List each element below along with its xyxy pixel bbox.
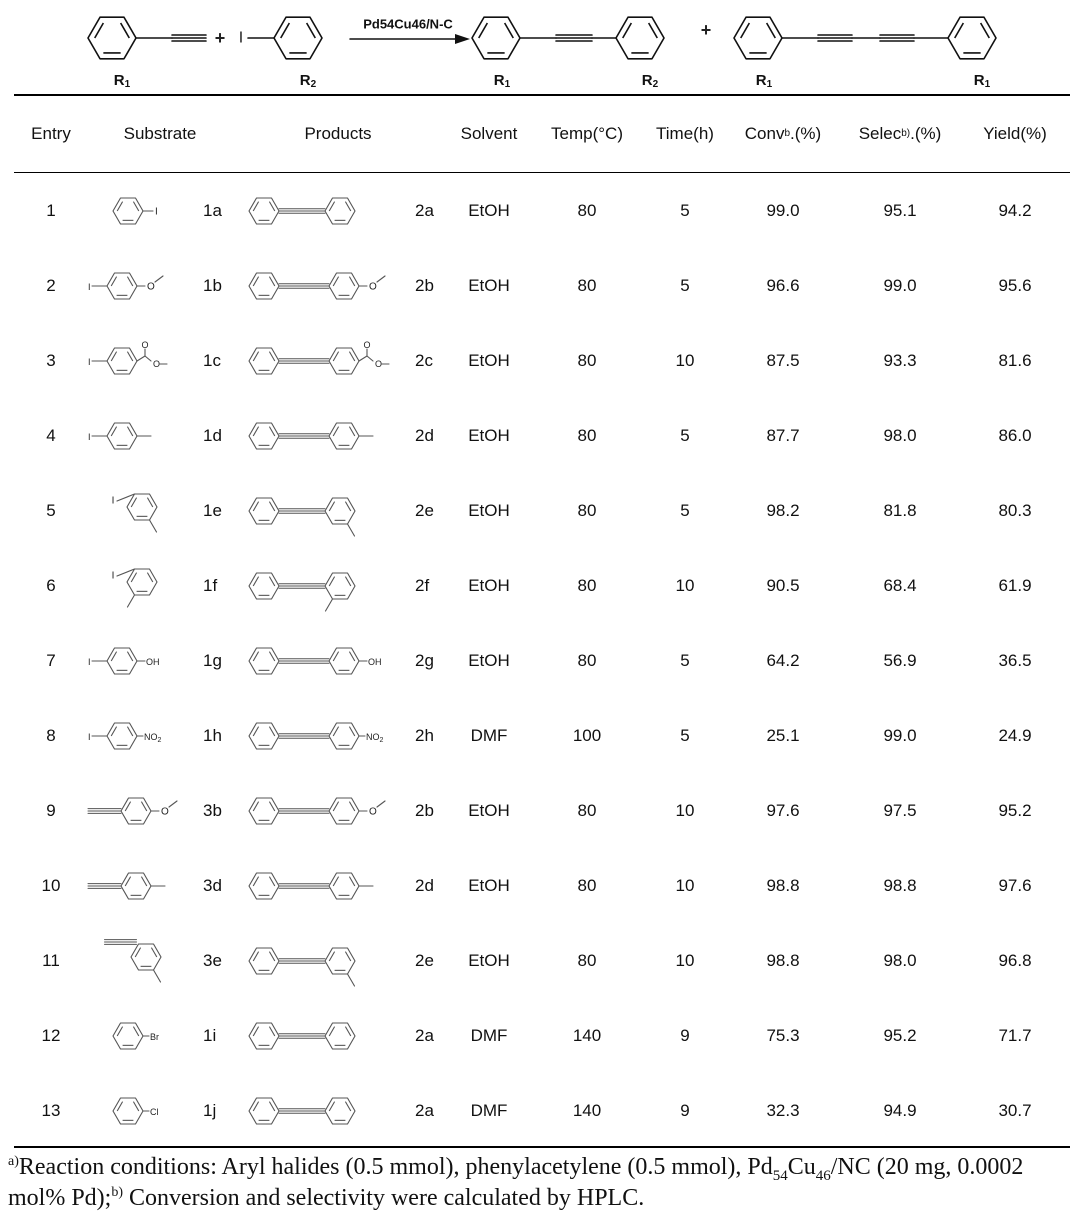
cell-solvent: EtOH bbox=[468, 350, 510, 370]
table-row bbox=[0, 173, 1080, 248]
product-label: 2d bbox=[415, 425, 434, 445]
product-molecule bbox=[244, 856, 404, 916]
product-molecule bbox=[244, 181, 404, 241]
product-label: 2h bbox=[415, 725, 434, 745]
substrate-label: 1j bbox=[203, 1100, 217, 1120]
substrate-molecule bbox=[84, 556, 194, 616]
cell-conversion: 87.7 bbox=[766, 425, 800, 445]
substrate-molecule bbox=[84, 931, 194, 991]
cell-yield: 95.6 bbox=[998, 275, 1032, 295]
cell-entry: 7 bbox=[46, 650, 56, 670]
iodo-label: I bbox=[88, 431, 91, 442]
cell-selectivity: 68.4 bbox=[883, 575, 917, 595]
bromo-label: Br bbox=[150, 1031, 159, 1042]
header-conv-unit: .(%) bbox=[790, 124, 822, 143]
cell-time: 5 bbox=[680, 500, 690, 520]
scheme-plus-1: + bbox=[214, 28, 226, 48]
nitro-label: $NO_2$ bbox=[366, 731, 384, 743]
cell-entry: 6 bbox=[46, 575, 56, 595]
substrate-label: 1i bbox=[203, 1025, 217, 1045]
cell-temp: 80 bbox=[577, 875, 597, 895]
cell-temp: 80 bbox=[577, 200, 597, 220]
cell-time: 9 bbox=[680, 1100, 690, 1120]
cell-time: 5 bbox=[680, 425, 690, 445]
product-molecule bbox=[244, 931, 404, 991]
substrate-structure bbox=[84, 398, 194, 473]
footnote-cu: Cu bbox=[787, 1154, 816, 1180]
cell-selectivity: 56.9 bbox=[883, 650, 917, 670]
substrate-structure bbox=[84, 923, 194, 998]
product-structure bbox=[244, 923, 404, 998]
substrate-structure bbox=[84, 698, 194, 773]
product-label: 2c bbox=[415, 350, 433, 370]
scheme-plus-2: + bbox=[700, 20, 712, 40]
cell-conversion: 99.0 bbox=[766, 200, 800, 220]
substrate-structure bbox=[84, 848, 194, 923]
methoxy-oxygen-label: O bbox=[369, 806, 377, 817]
footnote-text-2: /NC (20 mg, 0.0002 mol% Pd); bbox=[8, 1154, 1024, 1211]
product-molecule bbox=[244, 256, 404, 316]
scheme-r2-label: $R_2$ bbox=[299, 71, 317, 90]
product-structure bbox=[244, 623, 404, 698]
product-label: 2f bbox=[415, 575, 430, 595]
cell-conversion: 90.5 bbox=[766, 575, 800, 595]
cell-temp: 100 bbox=[572, 725, 602, 745]
footnote-text-3: Conversion and selectivity were calculated by HPLC. bbox=[123, 1185, 645, 1211]
cell-conversion: 98.8 bbox=[766, 875, 800, 895]
reaction-scheme bbox=[0, 0, 1080, 96]
cell-entry: 8 bbox=[46, 725, 56, 745]
cell-temp: 80 bbox=[577, 500, 597, 520]
cell-yield: 30.7 bbox=[998, 1100, 1032, 1120]
substrate-structure bbox=[84, 473, 194, 548]
cell-temp: 80 bbox=[577, 800, 597, 820]
product-label: 2a bbox=[415, 1025, 434, 1045]
cell-entry: 9 bbox=[46, 800, 56, 820]
substrate-molecule bbox=[84, 256, 194, 316]
cell-entry: 12 bbox=[41, 1025, 61, 1045]
cell-conversion: 75.3 bbox=[766, 1025, 800, 1045]
cell-solvent: EtOH bbox=[468, 875, 510, 895]
cell-solvent: DMF bbox=[470, 1100, 508, 1120]
cell-entry: 3 bbox=[46, 350, 56, 370]
product-molecule bbox=[244, 1006, 404, 1066]
cell-time: 5 bbox=[680, 200, 690, 220]
cell-solvent: EtOH bbox=[468, 950, 510, 970]
substrate-structure bbox=[84, 173, 194, 248]
header-products: Products bbox=[304, 124, 372, 143]
cell-selectivity: 99.0 bbox=[883, 275, 917, 295]
cell-yield: 86.0 bbox=[998, 425, 1032, 445]
product-structure bbox=[244, 473, 404, 548]
substrate-molecule bbox=[84, 781, 194, 841]
product-molecule bbox=[244, 556, 404, 616]
product-molecule bbox=[244, 481, 404, 541]
cell-selectivity: 97.5 bbox=[883, 800, 917, 820]
footnote-mark-a: a) bbox=[8, 1154, 19, 1169]
iodo-label: I bbox=[88, 281, 91, 292]
iodo-label: I bbox=[155, 206, 158, 217]
substrate-label: 1f bbox=[203, 575, 218, 595]
cell-temp: 140 bbox=[572, 1025, 602, 1045]
table-row bbox=[0, 473, 1080, 548]
cell-time: 10 bbox=[675, 800, 695, 820]
methoxy-oxygen-label: O bbox=[369, 281, 377, 292]
product-label: 2a bbox=[415, 200, 434, 220]
cell-temp: 80 bbox=[577, 275, 597, 295]
product-molecule bbox=[244, 781, 404, 841]
product-structure bbox=[244, 698, 404, 773]
product-label: 2g bbox=[415, 650, 434, 670]
methoxy-oxygen-label: O bbox=[147, 281, 155, 292]
cell-yield: 97.6 bbox=[998, 875, 1032, 895]
cell-conversion: 98.2 bbox=[766, 500, 800, 520]
scheme-diyne-r1-left-label: $R_1$ bbox=[755, 71, 773, 90]
nitro-label: $NO_2$ bbox=[144, 731, 162, 743]
cell-conversion: 97.6 bbox=[766, 800, 800, 820]
substrate-structure bbox=[84, 623, 194, 698]
cell-selectivity: 95.1 bbox=[883, 200, 917, 220]
cell-yield: 36.5 bbox=[998, 650, 1032, 670]
hydroxyl-label: OH bbox=[368, 656, 382, 667]
footnote-pd-subscript: 54 bbox=[772, 1167, 788, 1184]
table-row bbox=[0, 773, 1080, 848]
iodo-label: I bbox=[88, 356, 91, 367]
substrate-label: 1c bbox=[203, 350, 221, 370]
product-molecule bbox=[244, 1081, 404, 1141]
header-solvent: Solvent bbox=[460, 124, 518, 143]
product-molecule bbox=[244, 406, 404, 466]
cell-yield: 96.8 bbox=[998, 950, 1032, 970]
scheme-product-coupling bbox=[472, 17, 664, 59]
cell-yield: 61.9 bbox=[998, 575, 1032, 595]
cell-selectivity: 99.0 bbox=[883, 725, 917, 745]
scheme-reactant-iodide bbox=[239, 17, 322, 59]
table-footnote bbox=[8, 1152, 1074, 1214]
product-label: 2e bbox=[415, 500, 434, 520]
ester-oxygen-label: O bbox=[153, 358, 161, 369]
header-temp: Temp(°C) bbox=[551, 124, 623, 143]
substrate-label: 1d bbox=[203, 425, 222, 445]
cell-temp: 80 bbox=[577, 650, 597, 670]
substrate-structure bbox=[84, 773, 194, 848]
cell-temp: 140 bbox=[572, 1100, 602, 1120]
substrate-structure bbox=[84, 323, 194, 398]
cell-conversion: 32.3 bbox=[766, 1100, 800, 1120]
iodo-label: I bbox=[88, 656, 91, 667]
cell-time: 5 bbox=[680, 275, 690, 295]
substrate-molecule bbox=[84, 181, 194, 241]
cell-time: 9 bbox=[680, 1025, 690, 1045]
carbonyl-oxygen-label: O bbox=[141, 339, 149, 350]
cell-temp: 80 bbox=[577, 575, 597, 595]
cell-entry: 4 bbox=[46, 425, 56, 445]
table-row bbox=[0, 323, 1080, 398]
cell-solvent: DMF bbox=[470, 1025, 508, 1045]
header-substrate: Substrate bbox=[123, 124, 197, 143]
product-label: 2b bbox=[415, 800, 434, 820]
footnote-mark-b: b) bbox=[111, 1185, 124, 1200]
table-header bbox=[0, 96, 1080, 172]
scheme-r1-label: $R_1$ bbox=[113, 71, 131, 90]
cell-selectivity: 81.8 bbox=[883, 500, 917, 520]
cell-yield: 80.3 bbox=[998, 500, 1032, 520]
table-row bbox=[0, 398, 1080, 473]
cell-time: 10 bbox=[675, 950, 695, 970]
product-label: 2d bbox=[415, 875, 434, 895]
product-structure bbox=[244, 998, 404, 1073]
table-row bbox=[0, 848, 1080, 923]
iodo-label: I bbox=[88, 731, 91, 742]
cell-entry: 1 bbox=[46, 200, 56, 220]
table-row bbox=[0, 998, 1080, 1073]
hydroxyl-label: OH bbox=[146, 656, 160, 667]
cell-selectivity: 93.3 bbox=[883, 350, 917, 370]
substrate-structure bbox=[84, 998, 194, 1073]
cell-selectivity: 98.0 bbox=[883, 425, 917, 445]
substrate-structure bbox=[84, 1073, 194, 1148]
scheme-reactant-alkyne bbox=[88, 17, 206, 59]
cell-time: 10 bbox=[675, 875, 695, 895]
product-molecule bbox=[244, 631, 404, 691]
cell-time: 5 bbox=[680, 650, 690, 670]
footnote-text-1: Reaction conditions: Aryl halides (0.5 mmol), phenylacetylene (0.5 mmol), Pd bbox=[18, 1154, 773, 1180]
product-structure bbox=[244, 173, 404, 248]
table-row bbox=[0, 548, 1080, 623]
product-structure bbox=[244, 398, 404, 473]
substrate-molecule bbox=[84, 406, 194, 466]
cell-conversion: 98.8 bbox=[766, 950, 800, 970]
substrate-molecule bbox=[84, 706, 194, 766]
scheme-catalyst-label: Pd54Cu46/N-C bbox=[363, 16, 453, 32]
product-structure bbox=[244, 848, 404, 923]
product-label: 2b bbox=[415, 275, 434, 295]
cell-conversion: 87.5 bbox=[766, 350, 800, 370]
substrate-structure bbox=[84, 548, 194, 623]
table-row bbox=[0, 248, 1080, 323]
header-conv-label: Conv bbox=[744, 124, 785, 143]
substrate-molecule bbox=[84, 856, 194, 916]
cell-time: 10 bbox=[675, 575, 695, 595]
methoxy-oxygen-label: O bbox=[161, 806, 169, 817]
header-yield: Yield(%) bbox=[983, 124, 1047, 143]
cell-entry: 13 bbox=[41, 1100, 61, 1120]
scheme-product-r1-label: $R_1$ bbox=[493, 71, 511, 90]
cell-conversion: 25.1 bbox=[766, 725, 800, 745]
cell-entry: 5 bbox=[46, 500, 56, 520]
cell-temp: 80 bbox=[577, 950, 597, 970]
cell-solvent: EtOH bbox=[468, 575, 510, 595]
product-structure bbox=[244, 323, 404, 398]
cell-solvent: EtOH bbox=[468, 275, 510, 295]
product-structure bbox=[244, 773, 404, 848]
substrate-label: 3e bbox=[203, 950, 222, 970]
header-selec-unit: .(%) bbox=[910, 124, 942, 143]
ester-oxygen-label: O bbox=[375, 358, 383, 369]
cell-entry: 10 bbox=[41, 875, 61, 895]
cell-yield: 94.2 bbox=[998, 200, 1032, 220]
header-conv: Conv b .(%) bbox=[744, 124, 822, 143]
substrate-label: 3d bbox=[203, 875, 222, 895]
substrate-molecule bbox=[84, 481, 194, 541]
substrate-structure bbox=[84, 248, 194, 323]
cell-solvent: EtOH bbox=[468, 650, 510, 670]
substrate-label: 1b bbox=[203, 275, 222, 295]
cell-solvent: DMF bbox=[470, 725, 508, 745]
cell-solvent: EtOH bbox=[468, 500, 510, 520]
cell-solvent: EtOH bbox=[468, 425, 510, 445]
cell-conversion: 64.2 bbox=[766, 650, 800, 670]
cell-time: 10 bbox=[675, 350, 695, 370]
substrate-molecule bbox=[84, 631, 194, 691]
table-row bbox=[0, 1073, 1080, 1148]
product-structure bbox=[244, 248, 404, 323]
cell-conversion: 96.6 bbox=[766, 275, 800, 295]
cell-selectivity: 94.9 bbox=[883, 1100, 917, 1120]
table-row bbox=[0, 923, 1080, 998]
scheme-product-diyne bbox=[734, 17, 996, 59]
header-entry: Entry bbox=[31, 124, 71, 143]
substrate-label: 1a bbox=[203, 200, 222, 220]
scheme-iodo-label: I bbox=[238, 29, 244, 47]
cell-temp: 80 bbox=[577, 425, 597, 445]
header-selec: Selec b) .(%) bbox=[858, 124, 942, 143]
cell-yield: 24.9 bbox=[998, 725, 1032, 745]
cell-solvent: EtOH bbox=[468, 200, 510, 220]
cell-yield: 71.7 bbox=[998, 1025, 1032, 1045]
table-row bbox=[0, 698, 1080, 773]
cell-yield: 81.6 bbox=[998, 350, 1032, 370]
scheme-diyne-r1-right-label: $R_1$ bbox=[973, 71, 991, 90]
header-selec-label: Selec bbox=[858, 124, 902, 143]
cell-selectivity: 98.8 bbox=[883, 875, 917, 895]
substrate-label: 1h bbox=[203, 725, 222, 745]
cell-entry: 2 bbox=[46, 275, 56, 295]
substrate-molecule bbox=[84, 1081, 194, 1141]
cell-temp: 80 bbox=[577, 350, 597, 370]
substrate-label: 3b bbox=[203, 800, 222, 820]
cell-solvent: EtOH bbox=[468, 800, 510, 820]
chloro-label: Cl bbox=[150, 1106, 159, 1117]
substrate-molecule bbox=[84, 1006, 194, 1066]
cell-time: 5 bbox=[680, 725, 690, 745]
table-row bbox=[0, 623, 1080, 698]
footnote-cu-subscript: 46 bbox=[815, 1167, 831, 1184]
substrate-label: 1e bbox=[203, 500, 222, 520]
substrate-molecule bbox=[84, 331, 194, 391]
iodo-label: I bbox=[111, 570, 115, 581]
product-structure bbox=[244, 548, 404, 623]
product-structure bbox=[244, 1073, 404, 1148]
carbonyl-oxygen-label: O bbox=[363, 339, 371, 350]
product-label: 2e bbox=[415, 950, 434, 970]
substrate-label: 1g bbox=[203, 650, 222, 670]
cell-selectivity: 95.2 bbox=[883, 1025, 917, 1045]
product-molecule bbox=[244, 331, 404, 391]
scheme-arrow bbox=[350, 34, 470, 44]
cell-yield: 95.2 bbox=[998, 800, 1032, 820]
product-label: 2a bbox=[415, 1100, 434, 1120]
scheme-product-r2-label: $R_2$ bbox=[641, 71, 659, 90]
iodo-label: I bbox=[111, 495, 115, 506]
cell-selectivity: 98.0 bbox=[883, 950, 917, 970]
cell-entry: 11 bbox=[42, 950, 60, 970]
header-time: Time(h) bbox=[656, 124, 714, 143]
product-molecule bbox=[244, 706, 404, 766]
